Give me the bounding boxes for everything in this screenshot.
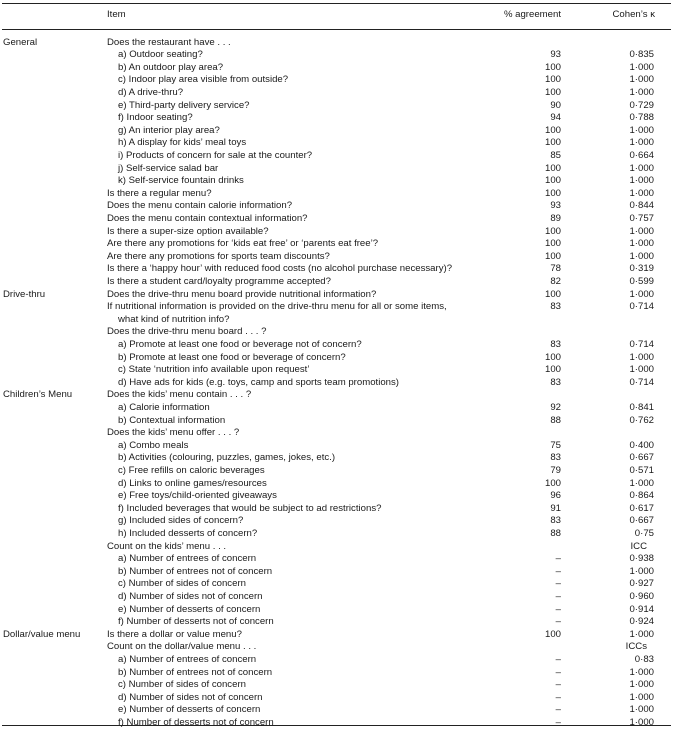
- row-kappa: 0·960: [629, 590, 654, 602]
- table-row: [0, 289, 673, 302]
- row-item: e) Free toys/child-oriented giveaways: [118, 490, 277, 502]
- row-kappa: 0·914: [629, 603, 654, 615]
- row-kappa: 0·864: [629, 490, 654, 502]
- table-row: [0, 478, 673, 491]
- row-agreement: 83: [550, 301, 561, 313]
- row-item: c) State ‘nutrition info available upon request’: [118, 364, 310, 376]
- table-row: [0, 503, 673, 516]
- table-row: [0, 528, 673, 541]
- row-item: b) Activities (colouring, puzzles, games, jokes, etc.): [118, 452, 336, 464]
- row-agreement: –: [555, 590, 561, 602]
- table-row: [0, 717, 673, 730]
- row-kappa: 1·000: [629, 187, 654, 199]
- row-item: Is there a dollar or value menu?: [107, 628, 242, 640]
- table-row: [0, 566, 673, 579]
- row-agreement: 96: [550, 490, 561, 502]
- row-item: d) Number of sides not of concern: [118, 590, 263, 602]
- row-agreement: 83: [550, 515, 561, 527]
- row-item: c) Number of sides of concern: [118, 679, 246, 691]
- row-kappa: 1·000: [629, 61, 654, 73]
- table-row: [0, 74, 673, 87]
- row-agreement: 92: [550, 401, 561, 413]
- row-item: f) Included beverages that would be subject to ad restrictions?: [118, 502, 382, 514]
- row-kappa: 0·844: [629, 200, 654, 212]
- row-kappa: 1·000: [629, 716, 654, 728]
- row-item: k) Self-service fountain drinks: [118, 175, 244, 187]
- row-agreement: 90: [550, 99, 561, 111]
- table-row: [0, 137, 673, 150]
- row-item: c) Indoor play area visible from outside?: [118, 74, 289, 86]
- table-row: [0, 465, 673, 478]
- table-row: [0, 440, 673, 453]
- table-row: [0, 352, 673, 365]
- row-kappa: 1·000: [629, 250, 654, 262]
- row-agreement: 100: [544, 162, 561, 174]
- row-item: f) Number of desserts not of concern: [118, 716, 274, 728]
- table-row: [0, 263, 673, 276]
- header-kappa: Cohen’s κ: [612, 9, 655, 20]
- table-row: [0, 591, 673, 604]
- row-kappa: 0·83: [634, 653, 654, 665]
- row-section: Drive-thru: [3, 288, 46, 300]
- row-item: Count on the kids’ menu . . .: [107, 540, 227, 552]
- row-agreement: –: [555, 616, 561, 628]
- row-item: Is there a student card/loyalty programme accepted?: [107, 275, 331, 287]
- row-agreement: 100: [544, 364, 561, 376]
- row-kappa: 0·714: [629, 338, 654, 350]
- row-item: b) An outdoor play area?: [118, 61, 224, 73]
- table-row: [0, 37, 673, 50]
- table-row: [0, 301, 673, 314]
- row-kappa: 0·938: [629, 553, 654, 565]
- row-agreement: –: [555, 666, 561, 678]
- table-row: [0, 490, 673, 503]
- table-row: [0, 175, 673, 188]
- row-kappa: 0·617: [629, 502, 654, 514]
- row-kappa: 0·667: [629, 515, 654, 527]
- row-item: a) Number of entrees of concern: [118, 553, 257, 565]
- row-agreement: 91: [550, 502, 561, 514]
- table-row: [0, 238, 673, 251]
- row-item: a) Combo meals: [118, 439, 189, 451]
- row-kappa: 1·000: [629, 364, 654, 376]
- table-row: [0, 163, 673, 176]
- table-row: [0, 604, 673, 617]
- table-row: [0, 364, 673, 377]
- row-kappa: 1·000: [629, 628, 654, 640]
- row-item: a) Promote at least one food or beverage not of concern?: [118, 338, 362, 350]
- row-item: Are there any promotions for ‘kids eat free’ or ‘parents eat free’?: [107, 238, 379, 250]
- row-agreement: –: [555, 704, 561, 716]
- row-item: b) Contextual information: [118, 414, 226, 426]
- row-item: d) A drive-thru?: [118, 86, 184, 98]
- table-row: [0, 667, 673, 680]
- row-agreement: –: [555, 691, 561, 703]
- row-kappa: 0·924: [629, 616, 654, 628]
- row-agreement: 85: [550, 149, 561, 161]
- table-row: [0, 641, 673, 654]
- row-agreement: 100: [544, 238, 561, 250]
- row-agreement: 100: [544, 74, 561, 86]
- row-agreement: 89: [550, 212, 561, 224]
- row-agreement: 100: [544, 175, 561, 187]
- table-row: [0, 314, 673, 327]
- row-item: g) An interior play area?: [118, 124, 220, 136]
- row-item: d) Have ads for kids (e.g. toys, camp and sports team promotions): [118, 376, 400, 388]
- header-item: Item: [107, 9, 126, 20]
- row-kappa: 1·000: [629, 565, 654, 577]
- row-item: Does the drive-thru menu board . . . ?: [107, 326, 267, 338]
- table-row: [0, 515, 673, 528]
- row-item: f) Number of desserts not of concern: [118, 616, 274, 628]
- table-row: [0, 226, 673, 239]
- row-kappa: ICC: [630, 540, 647, 552]
- row-item: Does the menu contain calorie information?: [107, 200, 293, 212]
- row-kappa: 1·000: [629, 124, 654, 136]
- row-agreement: 100: [544, 477, 561, 489]
- row-agreement: 78: [550, 263, 561, 275]
- table-row: [0, 415, 673, 428]
- row-kappa: 0·729: [629, 99, 654, 111]
- row-kappa: 1·000: [629, 137, 654, 149]
- row-agreement: –: [555, 679, 561, 691]
- row-item: Is there a super-size option available?: [107, 225, 269, 237]
- row-kappa: 1·000: [629, 679, 654, 691]
- row-item: e) Number of desserts of concern: [118, 603, 261, 615]
- row-kappa: 0·714: [629, 301, 654, 313]
- table-row: [0, 326, 673, 339]
- row-kappa: 0·927: [629, 578, 654, 590]
- row-agreement: –: [555, 578, 561, 590]
- row-item: i) Products of concern for sale at the counter?: [118, 149, 313, 161]
- row-agreement: 82: [550, 275, 561, 287]
- table-row: [0, 62, 673, 75]
- row-agreement: 100: [544, 61, 561, 73]
- row-kappa: 1·000: [629, 477, 654, 489]
- table-row: [0, 213, 673, 226]
- table-row: [0, 200, 673, 213]
- table-row: [0, 150, 673, 163]
- row-kappa: 0·762: [629, 414, 654, 426]
- row-item: what kind of nutrition info?: [118, 313, 230, 325]
- row-agreement: –: [555, 603, 561, 615]
- row-agreement: 79: [550, 464, 561, 476]
- row-section: Children’s Menu: [3, 389, 73, 401]
- row-item: e) Third-party delivery service?: [118, 99, 250, 111]
- row-item: c) Number of sides of concern: [118, 578, 246, 590]
- row-agreement: 100: [544, 137, 561, 149]
- row-item: d) Number of sides not of concern: [118, 691, 263, 703]
- row-agreement: 94: [550, 112, 561, 124]
- row-agreement: 100: [544, 86, 561, 98]
- table-row: [0, 377, 673, 390]
- row-item: Does the drive-thru menu board provide nutritional information?: [107, 288, 377, 300]
- row-kappa: 0·75: [634, 527, 654, 539]
- table-row: [0, 87, 673, 100]
- row-item: Count on the dollar/value menu . . .: [107, 641, 257, 653]
- row-agreement: 83: [550, 376, 561, 388]
- row-item: f) Indoor seating?: [118, 112, 193, 124]
- row-kappa: 0·841: [629, 401, 654, 413]
- row-section: Dollar/value menu: [3, 628, 81, 640]
- row-agreement: 100: [544, 628, 561, 640]
- table-row: [0, 704, 673, 717]
- row-item: a) Calorie information: [118, 401, 210, 413]
- row-agreement: 100: [544, 250, 561, 262]
- header-agreement: % agreement: [503, 9, 561, 20]
- row-agreement: 100: [544, 288, 561, 300]
- row-item: Does the kids’ menu contain . . . ?: [107, 389, 252, 401]
- table-row: [0, 629, 673, 642]
- row-agreement: 83: [550, 452, 561, 464]
- row-agreement: 93: [550, 200, 561, 212]
- row-item: b) Number of entrees not of concern: [118, 666, 273, 678]
- row-item: Is there a ‘happy hour’ with reduced food costs (no alcohol purchase necessary)?: [107, 263, 453, 275]
- row-kappa: 0·571: [629, 464, 654, 476]
- table-row: [0, 578, 673, 591]
- row-kappa: 1·000: [629, 162, 654, 174]
- row-agreement: 88: [550, 527, 561, 539]
- row-item: Are there any promotions for sports team discounts?: [107, 250, 330, 262]
- row-item: h) Included desserts of concern?: [118, 527, 258, 539]
- row-agreement: –: [555, 553, 561, 565]
- row-kappa: 0·714: [629, 376, 654, 388]
- row-kappa: 0·319: [629, 263, 654, 275]
- row-agreement: –: [555, 653, 561, 665]
- row-kappa: 1·000: [629, 288, 654, 300]
- row-item: d) Links to online games/resources: [118, 477, 267, 489]
- table-row: [0, 339, 673, 352]
- table-row: [0, 251, 673, 264]
- row-agreement: 100: [544, 124, 561, 136]
- row-kappa: 1·000: [629, 666, 654, 678]
- row-kappa: 1·000: [629, 704, 654, 716]
- table-row: [0, 452, 673, 465]
- table-row: [0, 49, 673, 62]
- row-item: Is there a regular menu?: [107, 187, 212, 199]
- table-row: [0, 389, 673, 402]
- row-agreement: –: [555, 716, 561, 728]
- table-row: [0, 112, 673, 125]
- row-item: h) A display for kids’ meal toys: [118, 137, 247, 149]
- row-agreement: 88: [550, 414, 561, 426]
- top-rule: [2, 3, 671, 4]
- row-item: a) Outdoor seating?: [118, 49, 203, 61]
- table-row: [0, 402, 673, 415]
- row-item: c) Free refills on caloric beverages: [118, 464, 265, 476]
- table-row: [0, 616, 673, 629]
- row-item: If nutritional information is provided on the drive-thru menu for all or some items,: [107, 301, 447, 313]
- table-row: [0, 188, 673, 201]
- table-row: [0, 276, 673, 289]
- row-agreement: 100: [544, 225, 561, 237]
- row-kappa: 1·000: [629, 225, 654, 237]
- row-kappa: 1·000: [629, 691, 654, 703]
- table-row: [0, 654, 673, 667]
- row-item: Does the kids’ menu offer . . . ?: [107, 427, 240, 439]
- bottom-rule: [2, 725, 671, 726]
- row-item: Does the menu contain contextual information?: [107, 212, 308, 224]
- row-kappa: 1·000: [629, 74, 654, 86]
- table-row: [0, 679, 673, 692]
- row-item: a) Number of entrees of concern: [118, 653, 257, 665]
- row-kappa: 0·667: [629, 452, 654, 464]
- row-kappa: 1·000: [629, 86, 654, 98]
- row-kappa: 1·000: [629, 175, 654, 187]
- row-kappa: 1·000: [629, 351, 654, 363]
- row-item: b) Promote at least one food or beverage of concern?: [118, 351, 346, 363]
- row-item: b) Number of entrees not of concern: [118, 565, 273, 577]
- table-row: [0, 125, 673, 138]
- row-agreement: 93: [550, 49, 561, 61]
- row-agreement: 83: [550, 338, 561, 350]
- row-kappa: 0·757: [629, 212, 654, 224]
- row-agreement: 100: [544, 351, 561, 363]
- row-agreement: –: [555, 565, 561, 577]
- row-kappa: 1·000: [629, 238, 654, 250]
- row-item: e) Number of desserts of concern: [118, 704, 261, 716]
- row-item: Does the restaurant have . . .: [107, 36, 231, 48]
- header-rule: [2, 29, 671, 30]
- table-row: [0, 553, 673, 566]
- row-section: General: [3, 36, 38, 48]
- row-kappa: 0·788: [629, 112, 654, 124]
- table-row: [0, 100, 673, 113]
- row-agreement: 75: [550, 439, 561, 451]
- table-row: [0, 427, 673, 440]
- row-agreement: 100: [544, 187, 561, 199]
- table-header: [0, 9, 673, 22]
- row-kappa: 0·400: [629, 439, 654, 451]
- table-row: [0, 692, 673, 705]
- row-kappa: ICCs: [625, 641, 647, 653]
- row-kappa: 0·599: [629, 275, 654, 287]
- row-item: j) Self-service salad bar: [118, 162, 219, 174]
- row-item: g) Included sides of concern?: [118, 515, 244, 527]
- row-kappa: 0·835: [629, 49, 654, 61]
- row-kappa: 0·664: [629, 149, 654, 161]
- table-row: [0, 541, 673, 554]
